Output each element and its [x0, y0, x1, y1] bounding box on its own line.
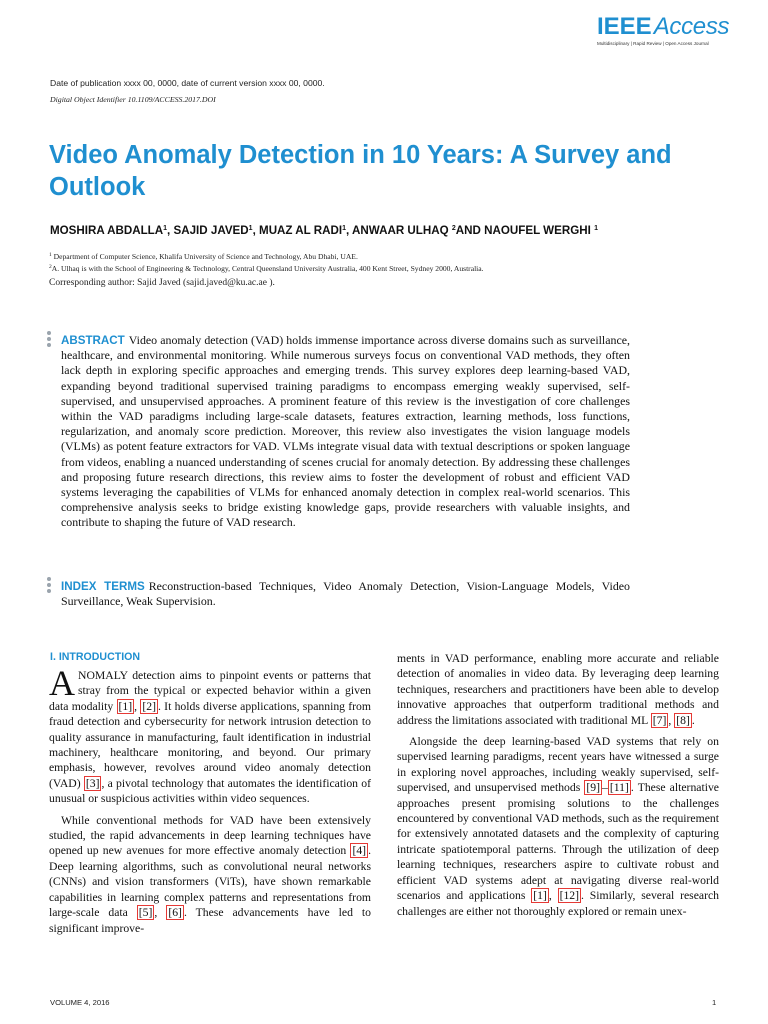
body-paragraph: While conventional methods for VAD have been extensively studied, the rapid advancements in deep learning techniques have opened up new avenues for more effective anomaly detection [4] . Deep learning algorithms, such as convolutional neural networks (CNNs) and vision transformers (ViTs), have shown remarkable capabilities in learning complex patterns and representations from large-scale data [5] , [6] . These advancements have led to significant improve- — [49, 813, 371, 935]
doi: Digital Object Identifier 10.1109/ACCESS.2017.DOI — [50, 95, 216, 104]
body-column-left — [49, 663, 371, 936]
logo-ieee-text: IEEE — [597, 13, 652, 40]
citation-link[interactable]: [1] — [533, 889, 547, 903]
citation-link[interactable]: [3] — [85, 776, 100, 790]
index-terms-label: INDEX TERMS — [61, 580, 145, 593]
citation-link[interactable]: [6] — [168, 906, 182, 920]
citation-link[interactable]: [12] — [559, 889, 580, 903]
abstract-dots-icon — [47, 331, 53, 349]
abstract-label: ABSTRACT — [61, 334, 125, 347]
author-affiliation-mark: 1 — [163, 225, 168, 232]
author-name: ANWAAR ULHAQ — [352, 224, 452, 237]
affiliation-2: $^2$A. Ulhaq is with the School of Engineering & Technology, Central Queensland University Australia, 400 Kent Street, Sydney 2000, Australia. — [49, 264, 484, 273]
author-name: MOSHIRA ABDALLA — [50, 224, 164, 237]
author-affiliation-mark: 1 — [342, 225, 347, 232]
body-paragraph: ANOMALY detection aims to pinpoint events or patterns that stray from the typical or expected behavior within a given data modality [1] , [2] . It holds diverse applications, spanning from fraud detection and cybersecurity for network intrusion detection to quality assurance in manufacturing, fault identification in industrial machinery, healthcare monitoring, and beyond. Our primary emphasis, however, revolves around video anomaly detection (VAD) [3] , a pivotal technology that automates the identification of unusual or suspicious activities within video sequences. — [49, 663, 371, 806]
author-name: MUAZ AL RADI — [259, 224, 343, 237]
citation-link[interactable]: [9] — [586, 781, 601, 795]
footer-page-number: 1 — [712, 998, 717, 1007]
author-list: MOSHIRA ABDALLA$^1$, SAJID JAVED$^1$, MUAZ AL RADI$^1$, ANWAAR ULHAQ $^2$AND NAOUFEL WERGHI $^1$ — [50, 224, 598, 237]
citation-link[interactable]: [2] — [142, 699, 156, 713]
body-column-right — [397, 651, 719, 919]
abstract-text: Video anomaly detection (VAD) holds immense importance across diverse domains such as surveillance, healthcare, and environmental monitoring. While numerous surveys focus on conventional VAD methods, they often lack depth in exploring specific approaches and emerging trends. This survey explores deep learning-based VAD, expanding beyond traditional supervised training paradigms to encompass emerging weakly supervised, self-supervised, and unsupervised approaches. A prominent feature of this review is the investigation of core challenges within the VAD paradigms including large-scale datasets, features extraction, learning methods, loss functions, regularization, and anomaly score prediction. Moreover, this review also investigates the vision language models (VLMs) as potent feature extractors for VAD. VLMs integrate visual data with textual descriptions or spoken language from videos, enabling a nuanced understanding of scenes crucial for anomaly detection. By addressing these challenges and proposing future research directions, this review aims to foster the development of robust and efficient VAD systems leveraging the capabilities of VLMs for enhanced anomaly detection in complex real-world scenarios. This comprehensive analysis seeks to bridge existing knowledge gaps, provide researchers with valuable insights, and contribute to shaping the future of VAD research. — [61, 333, 630, 530]
author-affiliation-mark: 1 — [594, 225, 598, 232]
author-name: SAJID JAVED — [173, 224, 249, 237]
index-terms — [61, 579, 630, 609]
author-affiliation-mark: 1 — [248, 225, 253, 232]
ieee-access-logo — [597, 13, 730, 54]
citation-link[interactable]: [4] — [352, 844, 367, 858]
affiliation-1: $^1$ Department of Computer Science, Khalifa University of Science and Technology, Abu Dhabi, UAE. — [49, 252, 358, 261]
author-name: NAOUFEL WERGHI — [484, 224, 595, 237]
abstract — [61, 333, 630, 531]
publication-date: Date of publication xxxx 00, 0000, date of current version xxxx 00, 0000. — [50, 78, 325, 88]
body-paragraph: ments in VAD performance, enabling more accurate and reliable detection of anomalies in video data. By leveraging deep learning techniques, researchers and practitioners have been able to develop innovative approaches that outperform traditional methods and address the limitations associated with traditional ML [7] , [8] . — [397, 652, 719, 727]
citation-link[interactable]: [1] — [118, 699, 133, 713]
section-heading: I. INTRODUCTION — [50, 651, 141, 663]
index-terms-dots-icon — [47, 577, 53, 595]
author-affiliation-mark: 2 — [451, 225, 456, 232]
drop-cap: A — [49, 663, 75, 703]
citation-link[interactable]: [7] — [652, 713, 667, 727]
corresponding-author: Corresponding author: Sajid Javed (sajid.javed@ku.ac.ae ). — [49, 278, 275, 288]
logo-access-text: Access — [653, 13, 730, 40]
citation-link[interactable]: [11] — [609, 781, 629, 795]
citation-link[interactable]: [8] — [676, 713, 690, 727]
index-terms-text: Reconstruction-based Techniques, Video Anomaly Detection, Vision-Language Models, Video Surveillance, Weak Supervision. — [61, 579, 630, 609]
footer-volume: VOLUME 4, 2016 — [50, 998, 110, 1007]
paper-title: Video Anomaly Detection in 10 Years: A Survey and Outlook — [49, 141, 672, 201]
body-paragraph: Alongside the deep learning-based VAD systems that rely on supervised learning paradigms, recent years have witnessed a surge in exploring novel approaches, including weakly supervised, self-supervised, and unsupervised methods [9] – [11] . These alternative approaches present promising solutions to the challenges encountered by conventional VAD methods, such as the requirement for extensively annotated datasets and the complexity of capturing intricate spatiotemporal patterns. Through the utilization of deep learning techniques, researchers aspire to cultivate robust and efficient VAD systems adept at navigating diverse real-world scenarios and applications [1] , [12] . Similarly, several research challenges are either not thoroughly explored or remain unex- — [397, 735, 720, 918]
citation-link[interactable]: [5] — [138, 906, 153, 920]
logo-tagline: Multidisciplinary | Rapid Review | Open Access Journal — [597, 41, 709, 46]
